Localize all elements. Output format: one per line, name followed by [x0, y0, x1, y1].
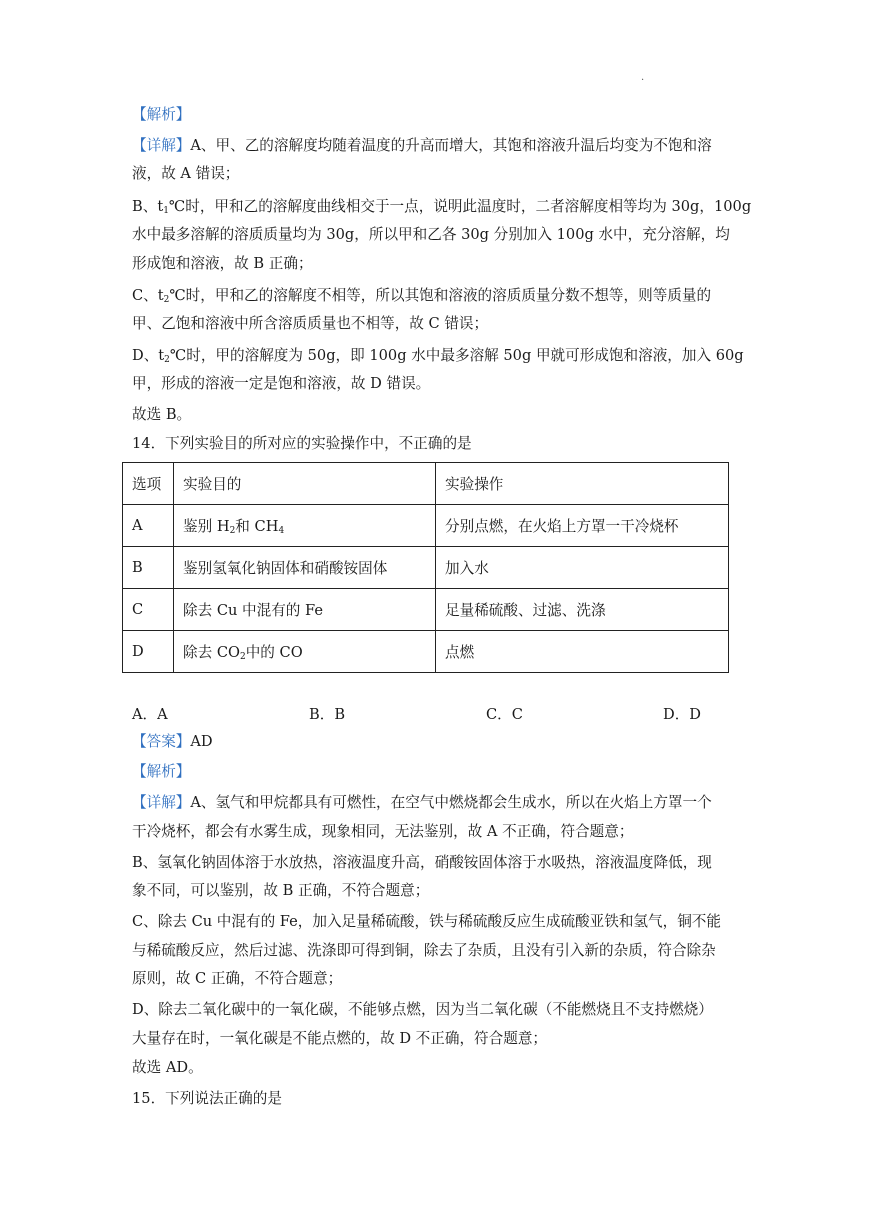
- subscript: 2: [239, 652, 246, 662]
- table-row: [123, 631, 729, 673]
- subscript: 1: [163, 206, 169, 216]
- q13-detail-line2: 液，故 A 错误；: [132, 165, 240, 182]
- cell-goal: 鉴别氢氧化钠固体和硝酸铵固体: [174, 547, 436, 589]
- table-row: [123, 505, 729, 547]
- cell-goal: [174, 631, 436, 673]
- q13-conclusion: 故选 B。: [132, 406, 192, 423]
- table-header-row: [123, 463, 729, 505]
- q14-a-line2: 干冷烧杯，都会有水雾生成，现象相同，无法鉴别，故 A 不正确，符合题意；: [132, 823, 634, 840]
- text-prefix: C、t: [132, 287, 164, 304]
- subscript: 4: [278, 526, 285, 536]
- goal-text-mid: 和 CH: [235, 518, 279, 535]
- q13-c-line1: [132, 286, 742, 306]
- q13-b-line2: 水中最多溶解的溶质质量均为 30g，所以甲和乙各 30g 分别加入 100g 水中，充分溶解，均: [132, 226, 730, 243]
- cell-option: B: [123, 547, 174, 589]
- q13-b-line3: 形成饱和溶液，故 B 正确；: [132, 255, 313, 272]
- answer-label: 【答案】: [132, 733, 191, 750]
- q14-a-line1: [132, 793, 742, 813]
- answer-line: [132, 732, 742, 752]
- table-row: [123, 547, 729, 589]
- analysis-label: 【解析】: [132, 106, 191, 123]
- text-body: ℃时，甲和乙的溶解度曲线相交于一点，说明此温度时，二者溶解度相等均为 30g，100g: [168, 198, 752, 215]
- goal-text: 鉴别 H: [183, 518, 230, 535]
- detail-text: A、氢气和甲烷都具有可燃性，在空气中燃烧都会生成水，所以在火焰上方罩一个: [190, 794, 712, 811]
- page-mark: .: [641, 72, 645, 83]
- q13-c-line2: 甲、乙饱和溶液中所含溶质质量也不相等，故 C 错误；: [132, 315, 489, 332]
- header-operation: 实验操作: [436, 463, 729, 505]
- header-option: 选项: [123, 463, 174, 505]
- cell-operation: 点燃: [436, 631, 729, 673]
- q14-stem: 14．下列实验目的所对应的实验操作中，不正确的是: [132, 435, 472, 452]
- text-prefix: D、t: [132, 347, 165, 364]
- cell-operation: 分别点燃，在火焰上方罩一干冷烧杯: [436, 505, 729, 547]
- analysis-label: 【解析】: [132, 763, 191, 780]
- text-body: ℃时，甲和乙的溶解度不相等，所以其饱和溶液的溶质质量分数不想等，则等质量的: [169, 287, 712, 304]
- text-body: ℃时，甲的溶解度为 50g，即 100g 水中最多溶解 50g 甲就可形成饱和溶液，加入 60g: [169, 347, 744, 364]
- cell-operation: 加入水: [436, 547, 729, 589]
- q13-b-line1: [132, 197, 752, 217]
- cell-option: D: [123, 631, 174, 673]
- q14-conclusion: 故选 AD。: [132, 1059, 203, 1076]
- q14-c-line3: 原则，故 C 正确，不符合题意；: [132, 970, 343, 987]
- q15-stem: 15．下列说法正确的是: [132, 1090, 282, 1107]
- subscript: 2: [163, 295, 170, 305]
- option-d: D．D: [663, 706, 701, 723]
- option-c: C．C: [486, 706, 523, 723]
- subscript: 2: [164, 355, 170, 365]
- option-b: B．B: [309, 706, 346, 723]
- table-row: [123, 589, 729, 631]
- cell-goal: 除去 Cu 中混有的 Fe: [174, 589, 436, 631]
- q13-d-line1: [132, 346, 742, 366]
- experiment-table: [122, 462, 729, 673]
- detail-label: 【详解】: [132, 794, 191, 811]
- cell-option: C: [123, 589, 174, 631]
- q14-b-line1: B、氢氧化钠固体溶于水放热，溶液温度升高，硝酸铵固体溶于水吸热，溶液温度降低，现: [132, 854, 712, 871]
- detail-label: 【详解】: [132, 137, 191, 154]
- cell-option: A: [123, 505, 174, 547]
- cell-goal: [174, 505, 436, 547]
- goal-text-mid: 中的 CO: [245, 644, 303, 661]
- q14-d-line1: D、除去二氧化碳中的一氧化碳，不能够点燃，因为当二氧化碳（不能燃烧且不支持燃烧）: [132, 1001, 713, 1018]
- goal-text: 除去 CO: [183, 644, 240, 661]
- q13-d-line2: 甲，形成的溶液一定是饱和溶液，故 D 错误。: [132, 375, 431, 392]
- q14-c-line1: C、除去 Cu 中混有的 Fe，加入足量稀硫酸，铁与稀硫酸反应生成硫酸亚铁和氢气，铜不能: [132, 913, 721, 930]
- q14-c-line2: 与稀硫酸反应，然后过滤、洗涤即可得到铜，除去了杂质，且没有引入新的杂质，符合除杂: [132, 942, 716, 959]
- option-a: A．A: [132, 706, 168, 723]
- cell-operation: 足量稀硫酸、过滤、洗涤: [436, 589, 729, 631]
- answer-value: AD: [190, 733, 213, 750]
- header-goal: 实验目的: [174, 463, 436, 505]
- q14-b-line2: 象不同，可以鉴别，故 B 正确，不符合题意；: [132, 882, 430, 899]
- text-prefix: B、t: [132, 198, 164, 215]
- detail-text: A、甲、乙的溶解度均随着温度的升高而增大，其饱和溶液升温后均变为不饱和溶: [190, 137, 712, 154]
- q13-detail-line1: [132, 136, 742, 156]
- q14-d-line2: 大量存在时，一氧化碳是不能点燃的，故 D 不正确，符合题意；: [132, 1030, 548, 1047]
- subscript: 2: [229, 526, 236, 536]
